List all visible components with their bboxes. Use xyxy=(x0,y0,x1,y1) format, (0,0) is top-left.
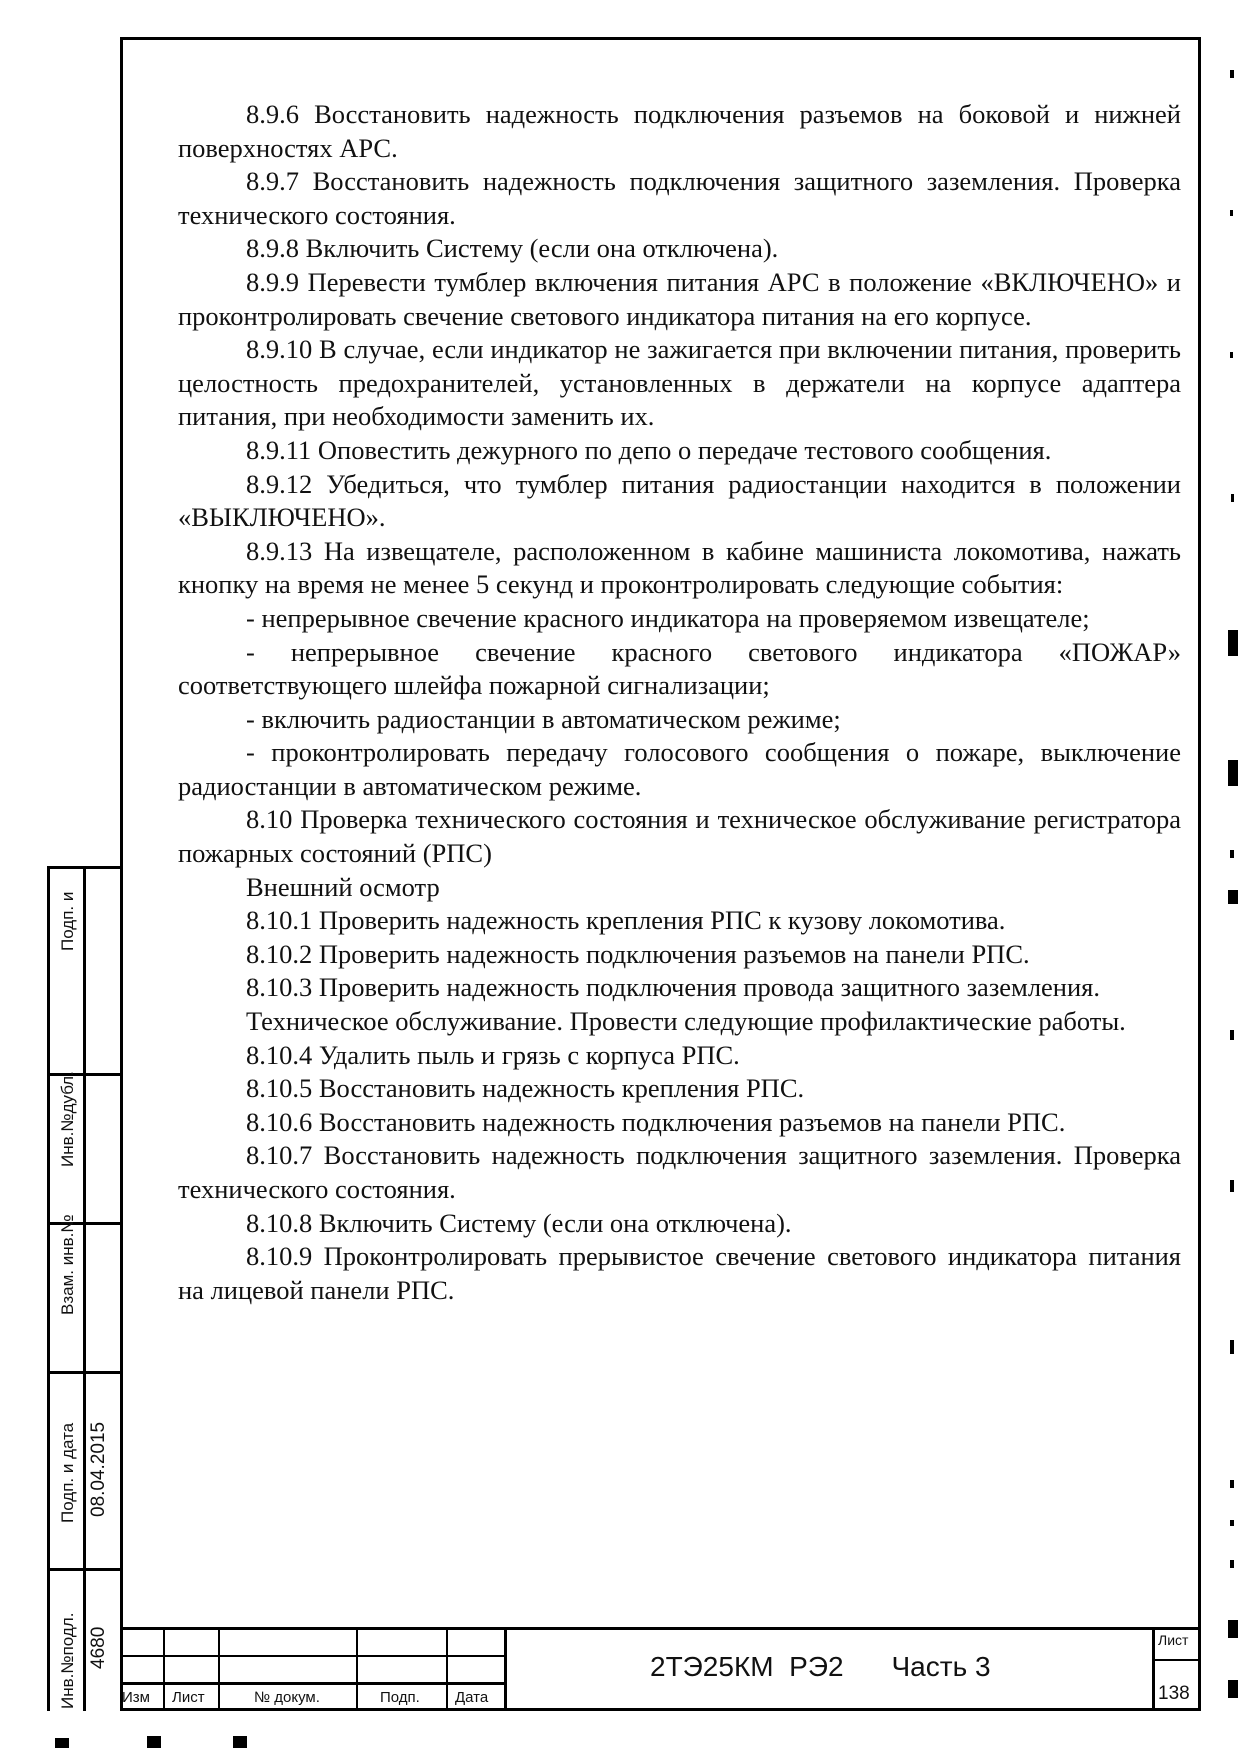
paragraph: 8.9.8 Включить Систему (если она отключена). xyxy=(246,233,779,264)
paragraph: 8.9.12 Убедиться, что тумблер питания радиостанции находится в положении «ВЫКЛЮЧЕНО». xyxy=(178,468,1181,533)
document-body xyxy=(178,98,1181,1307)
paragraph: 8.10.7 Восстановить надежность подключения защитного заземления. Проверка технического состояния. xyxy=(178,1140,1181,1204)
orig-inv-label: Инв.№подл. xyxy=(58,1612,77,1709)
paragraph: 8.9.11 Оповестить дежурного по депо о передаче тестового сообщения. xyxy=(246,434,1052,465)
paragraph: 8.10.1 Проверить надежность крепления РПС к кузову локомотива. xyxy=(246,905,1006,936)
paragraph: Внешний осмотр xyxy=(246,871,440,902)
side-stamp xyxy=(47,866,120,1711)
paragraph: 8.10.5 Восстановить надежность крепления РПС. xyxy=(246,1073,805,1104)
orig-inv-value: 4680 xyxy=(88,1626,109,1669)
sign-date-value: 08.04.2015 xyxy=(88,1421,109,1517)
title-block xyxy=(120,1627,1201,1711)
paragraph: 8.10 Проверка технического состояния и техническое обслуживание регистратора пожарных состояний (РПС) xyxy=(178,804,1181,869)
col-sign: Подп. xyxy=(380,1689,420,1706)
sign-date-label: Подп. и дата xyxy=(58,1422,77,1523)
doc-code: 2ТЭ25КМ РЭ2 xyxy=(650,1651,844,1682)
paragraph: 8.10.3 Проверить надежность подключения провода защитного заземления. xyxy=(246,972,1100,1003)
scan-edge-marks xyxy=(1226,0,1240,1754)
col-izm: Изм xyxy=(122,1689,150,1706)
paragraph: 8.10.9 Проконтролировать прерывистое свечение светового индикатора питания на лицевой панели РПС. xyxy=(178,1241,1181,1305)
paragraph: 8.9.9 Перевести тумблер включения питания АРС в положение «ВКЛЮЧЕНО» и проконтролировать свечение светового индикатора питания на его корпусе. xyxy=(178,266,1181,331)
sheet-label: Лист xyxy=(1158,1632,1189,1648)
paragraph: 8.9.13 На извещателе, расположенном в кабине машиниста локомотива, нажать кнопку на время не менее 5 секунд и проконтролировать следующие события: xyxy=(178,535,1181,600)
col-date: Дата xyxy=(455,1689,489,1706)
paragraph: 8.10.2 Проверить надежность подключения разъемов на панели РПС. xyxy=(246,938,1030,969)
paragraph: 8.9.6 Восстановить надежность подключения разъемов на боковой и нижней поверхностях АРС. xyxy=(178,99,1181,163)
sign-label: Подп. и xyxy=(58,891,77,951)
dup-inv-label: Инв.№дубл. xyxy=(58,1071,77,1167)
paragraph: - проконтролировать передачу голосового сообщения о пожаре, выключение радиостанции в автоматическом режиме. xyxy=(178,737,1181,801)
paragraph: - непрерывное свечение красного светового индикатора «ПОЖАР» соответствующего шлейфа пожарной сигнализации; xyxy=(178,636,1181,701)
sheet-number: 138 xyxy=(1158,1683,1190,1704)
paragraph: 8.10.8 Включить Систему (если она отключена). xyxy=(246,1207,792,1238)
replace-inv-label: Взам. инв.№ xyxy=(58,1214,77,1315)
paragraph: 8.9.7 Восстановить надежность подключения защитного заземления. Проверка технического состояния. xyxy=(178,166,1181,230)
paragraph: 8.10.4 Удалить пыль и грязь с корпуса РПС. xyxy=(246,1039,740,1070)
col-list: Лист xyxy=(172,1689,205,1706)
paragraph: 8.10.6 Восстановить надежность подключения разъемов на панели РПС. xyxy=(246,1106,1066,1137)
paragraph: Техническое обслуживание. Провести следующие профилактические работы. xyxy=(246,1006,1126,1037)
paragraph: - включить радиостанции в автоматическом режиме; xyxy=(246,703,841,734)
paragraph: - непрерывное свечение красного индикатора на проверяемом извещателе; xyxy=(246,602,1090,633)
paragraph: 8.9.10 В случае, если индикатор не зажигается при включении питания, проверить целостность предохранителей, установленных в держатели на корпусе адаптера питания, при необходимости заменить их. xyxy=(178,334,1181,432)
doc-title xyxy=(650,1651,1240,1683)
doc-part: Часть 3 xyxy=(891,1651,991,1682)
col-doc: № докум. xyxy=(254,1689,320,1706)
